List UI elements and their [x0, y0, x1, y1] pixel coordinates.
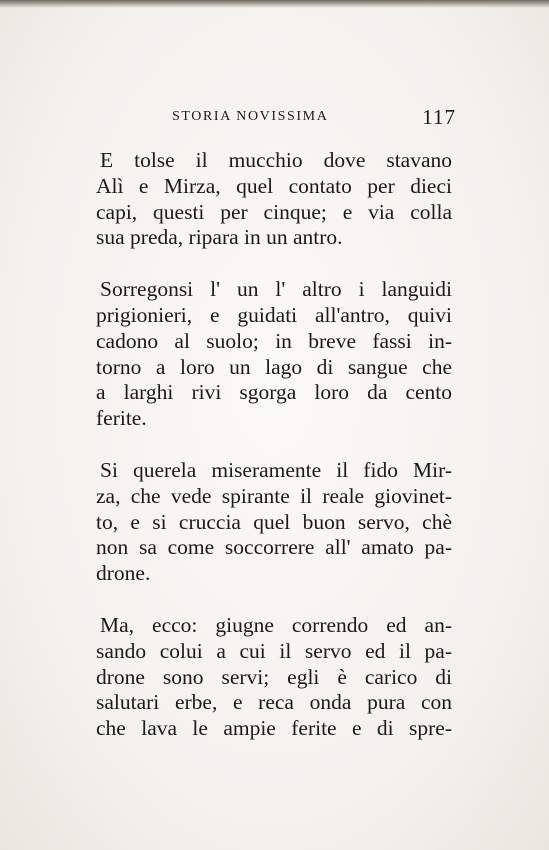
text-line: ferite.: [96, 406, 147, 431]
text-line: E tolse il mucchio dove stavano: [100, 148, 452, 172]
page-top-edge-shadow: [0, 0, 549, 8]
text-line: salutari erbe, e reca onda pura con: [96, 690, 452, 715]
text-line: sua preda, ripara in un antro.: [96, 225, 343, 250]
running-title: STORIA NOVISSIMA: [172, 109, 329, 124]
text-line: a larghi rivi sgorga loro da cento: [96, 380, 452, 405]
text-line: capi, questi per cinque; e via colla: [96, 199, 452, 224]
text-line: cadono al suolo; in breve fassi in-: [96, 328, 452, 353]
text-line: to, e si cruccia quel buon servo, chè: [96, 509, 452, 534]
running-head: [96, 106, 458, 132]
text-line: Si querela miseramente il fido Mir-: [100, 457, 452, 482]
text-line: Sorregonsi l' un l' altro i languidi: [100, 277, 452, 302]
text-line: torno a loro un lago di sangue che: [96, 354, 452, 379]
text-line: drone.: [96, 561, 151, 586]
paragraph-2: [96, 277, 452, 432]
paragraph-4: [96, 613, 452, 742]
text-line: Ma, ecco: giugne correndo ed an-: [100, 612, 452, 637]
text-line: non sa come soccorrere all' amato pa-: [96, 535, 452, 560]
paragraph-3: [96, 458, 452, 587]
paragraph-1: [96, 148, 452, 251]
page-number: 117: [422, 105, 456, 129]
text-line: che lava le ampie ferite e di spre-: [96, 716, 452, 741]
text-line: prigionieri, e guidati all'antro, quivi: [96, 302, 452, 327]
text-line: za, che vede spirante il reale giovinet-: [96, 483, 452, 508]
text-line: sando colui a cui il servo ed il pa-: [96, 638, 452, 663]
text-line: drone sono servi; egli è carico di: [96, 664, 452, 689]
body-text: [96, 148, 452, 768]
text-line: Alì e Mirza, quel contato per dieci: [96, 173, 452, 198]
